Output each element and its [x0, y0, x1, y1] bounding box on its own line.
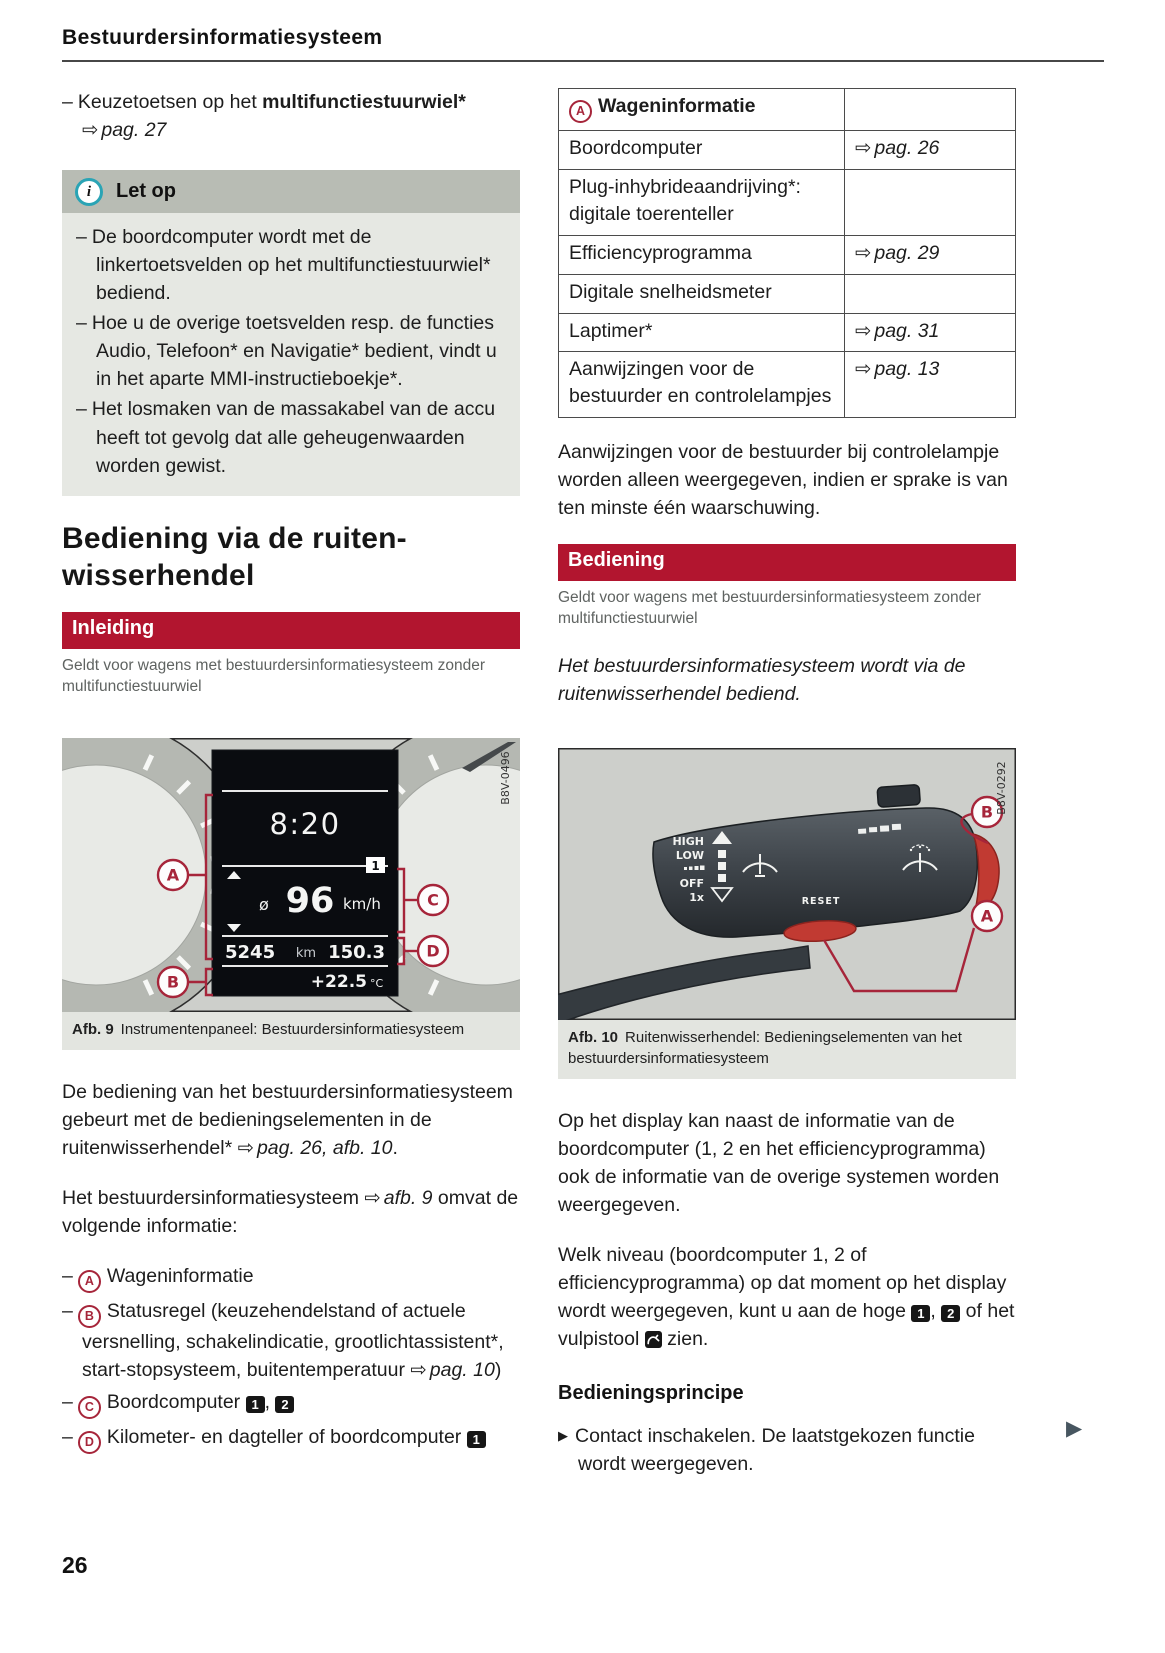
table-row	[559, 313, 1016, 352]
subsection-heading: Bedieningsprincipe	[558, 1382, 744, 1405]
level-2-badge: 2	[941, 1305, 960, 1322]
callout-letter-badge: D	[78, 1431, 101, 1454]
dash-marker: –	[62, 91, 73, 113]
outside-temp-unit: °C	[370, 976, 384, 990]
table-label-cell: Aanwijzingen voor de bestuurder en controlelampjes	[559, 352, 845, 418]
applies-note: Geldt voor wagens met bestuurdersinformatiesysteem zonder multifunctiestuurwiel	[558, 589, 982, 628]
table-label-cell: Laptimer*	[559, 313, 845, 352]
note-body	[62, 213, 520, 496]
note-box	[62, 170, 520, 496]
odometer-unit: km	[295, 945, 317, 961]
figure-code: B8V-0496	[499, 750, 512, 805]
reset-label: RESET	[801, 896, 841, 908]
figure-10-caption: Afb. 10 Ruitenwisserhendel: Bedieningselementen van het bestuurdersinformatiesysteem	[558, 1020, 1016, 1079]
average-symbol: ø	[259, 894, 269, 914]
svg-text:B: B	[166, 972, 180, 992]
table-row	[559, 274, 1016, 313]
level-1-badge: 1	[911, 1305, 930, 1322]
speed-unit: km/h	[343, 894, 381, 913]
note-item: – De boordcomputer wordt met de linkertoetsvelden op het multifunctiestuurwiel* bediend.	[76, 225, 491, 305]
callout-b	[158, 967, 188, 997]
page-number: 26	[62, 1552, 88, 1578]
svg-text:A: A	[980, 906, 994, 926]
label-high: HIGH	[672, 835, 704, 849]
table-header-cell: A Wageninformatie	[559, 89, 845, 131]
list-item: – C Boordcomputer 1 , 2	[62, 1388, 520, 1419]
applies-note: Geldt voor wagens met bestuurdersinformatiesysteem zonder multifunctiestuurwiel	[62, 656, 486, 695]
svg-text:A: A	[166, 865, 180, 885]
reference-arrow-icon: ⇨	[237, 1137, 254, 1160]
table-ref-cell-empty	[845, 169, 1016, 235]
table-ref-cell: ⇨ pag. 26	[845, 131, 1016, 170]
figure-9-caption: Afb. 9 Instrumentenpaneel: Bestuurdersinformatiesysteem	[62, 1012, 520, 1050]
continuation-arrow-icon: ▶	[1066, 1417, 1083, 1440]
callout-legend-list	[62, 1262, 520, 1454]
figure-9	[62, 738, 520, 1050]
toc-item	[62, 88, 520, 144]
note-item: – Hoe u de overige toetsvelden resp. de functies Audio, Telefoon* en Navigatie* bedient, vindt u in het aparte MMI-instructieboekje*.	[76, 312, 497, 391]
label-off: OFF	[679, 877, 704, 891]
step-bullet-icon: ▶	[558, 1428, 568, 1444]
odometer-value: 5245	[225, 941, 276, 963]
table-label-cell: Boordcomputer	[559, 131, 845, 170]
label-1x: 1x	[689, 891, 704, 905]
fuel-nozzle-icon	[645, 1331, 662, 1348]
reference-arrow-icon: ⇨	[364, 1187, 381, 1210]
figure-10	[558, 748, 1016, 1079]
note-box-header	[62, 170, 520, 213]
reference-arrow-icon: ⇨	[855, 137, 872, 159]
label-low: LOW	[675, 849, 704, 863]
table-header-row	[559, 89, 1016, 131]
paragraph: Welk niveau (boordcomputer 1, 2 of efficiencyprogramma) op dat moment op het display wordt weergegeven, kunt u aan de hoge 1 , 2 of het vulpistool zien.	[558, 1244, 1015, 1351]
selected-level-badge: 1	[371, 858, 380, 873]
reference-arrow-icon: ⇨	[855, 241, 872, 264]
level-1-badge: 1	[467, 1431, 486, 1448]
reference-arrow-icon: ⇨	[855, 358, 872, 381]
paragraph: Aanwijzingen voor de bestuurder bij controlelampje worden alleen weergegeven, indien er sprake is van ten minste één waarschuwing.	[558, 441, 1008, 520]
table-ref-cell-empty	[845, 274, 1016, 313]
callout-a	[158, 860, 188, 890]
driver-info-display	[212, 750, 398, 996]
average-speed-value: 96	[285, 880, 335, 921]
callout-letter-badge: A	[569, 100, 592, 123]
paragraph: Het bestuurdersinformatiesysteem ⇨ afb. 9 omvat de volgende informatie:	[62, 1187, 519, 1238]
toc-item-text: Keuzetoetsen op het	[77, 91, 263, 113]
paragraph: De bediening van het bestuurdersinformatiesysteem gebeurt met de bedieningselementen in de ruitenwisserhendel* ⇨ pag. 26, afb. 10.	[62, 1080, 513, 1160]
left-column	[62, 88, 520, 1458]
figure-reference: ⇨ afb. 9	[364, 1187, 433, 1210]
svg-text:B: B	[980, 802, 994, 822]
page-reference: ⇨ pag. 10	[410, 1359, 495, 1382]
callout-letter-badge: C	[78, 1396, 101, 1419]
italic-paragraph: Het bestuurdersinformatiesysteem wordt via de ruitenwisserhendel bediend.	[558, 655, 966, 706]
stalk-top-switch	[877, 785, 920, 808]
table-label-cell: Digitale snelheidsmeter	[559, 274, 845, 313]
wageninformatie-table	[558, 88, 1016, 418]
subsection-label-inleiding: Inleiding	[62, 612, 520, 649]
table-label-cell: Efficiencyprogramma	[559, 235, 845, 274]
section-heading: Bediening via de ruiten- wisserhendel	[62, 521, 407, 592]
note-item: – Het losmaken van de massakabel van de accu heeft tot gevolg dat alle geheugenwaarden worden gewist.	[76, 398, 496, 477]
page-reference: ⇨ pag. 26, afb. 10	[237, 1137, 393, 1160]
callout-letter-badge: B	[78, 1305, 101, 1328]
info-icon: i	[75, 178, 103, 206]
page-reference: ⇨ pag. 27	[82, 119, 167, 142]
table-label-cell: Plug-inhybrideaandrijving*: digitale toerenteller	[559, 169, 845, 235]
table-ref-cell-empty	[845, 89, 1016, 131]
svg-text:C: C	[427, 890, 439, 910]
instrument-cluster-illustration	[62, 738, 520, 1012]
svg-text:D: D	[426, 941, 440, 961]
callout-letter-badge: A	[78, 1270, 101, 1293]
table-row	[559, 352, 1016, 418]
callout-d	[418, 936, 448, 966]
trip-value: 150.3	[328, 941, 385, 963]
table-row	[559, 235, 1016, 274]
time-display: 8:20	[269, 806, 341, 841]
instruction-step: ▶ Contact inschakelen. De laatstgekozen functie wordt weergegeven.	[558, 1425, 975, 1476]
note-title: Let op	[116, 180, 176, 203]
reference-arrow-icon: ⇨	[82, 119, 99, 142]
outside-temp-value: +22.5	[310, 971, 367, 992]
list-item: – D Kilometer- en dagteller of boordcomputer 1	[62, 1423, 520, 1454]
right-column	[558, 88, 1016, 1478]
paragraph: Op het display kan naast de informatie van de boordcomputer (1, 2 en het efficiencyprogramma) ook de informatie van de overige systemen worden weergegeven.	[558, 1109, 1000, 1217]
subsection-label-bediening: Bediening	[558, 544, 1016, 581]
page-title: Bestuurdersinformatiesysteem	[62, 26, 383, 49]
callout-a	[972, 901, 1002, 931]
reference-arrow-icon: ⇨	[410, 1359, 427, 1382]
table-ref-cell: ⇨ pag. 29	[845, 235, 1016, 274]
table-row	[559, 169, 1016, 235]
list-item: – A Wageninformatie	[62, 1262, 520, 1293]
reference-arrow-icon: ⇨	[855, 319, 872, 342]
page-header	[62, 26, 1104, 62]
level-1-badge: 1	[246, 1396, 265, 1413]
wiper-stalk-illustration	[558, 748, 1016, 1020]
toc-item-bold: multifunctiestuurwiel*	[262, 91, 466, 113]
table-ref-cell: ⇨ pag. 13	[845, 352, 1016, 418]
table-ref-cell: ⇨ pag. 31	[845, 313, 1016, 352]
callout-c	[418, 885, 448, 915]
level-2-badge: 2	[275, 1396, 294, 1413]
list-item: – B Statusregel (keuzehendelstand of actuele versnelling, schakelindicatie, grootlichtassistent*, start-stopsysteem, buitentemperatuur ⇨ pag. 10)	[62, 1300, 504, 1382]
figure-code: B8V-0292	[995, 761, 1008, 815]
table-row	[559, 131, 1016, 170]
